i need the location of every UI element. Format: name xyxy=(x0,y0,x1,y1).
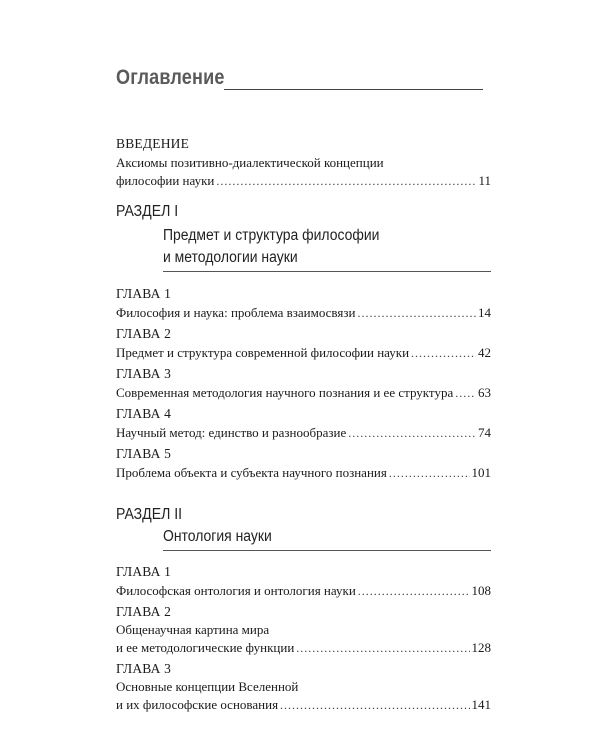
chapter-title-line1: Основные концепции Вселенной xyxy=(116,679,299,694)
dot-leader xyxy=(296,641,469,656)
chapter-title: Современная методология научного познания и ее структура xyxy=(116,385,454,400)
chapter-label: ГЛАВА 1 xyxy=(116,564,172,579)
page-number: 11 xyxy=(478,173,491,188)
dot-leader xyxy=(411,346,476,361)
intro-title-line1: Аксиомы позитивно-диалектической концепции xyxy=(116,155,384,170)
section-2-underline xyxy=(163,550,491,551)
page-number: 74 xyxy=(478,425,491,440)
toc-entry-s1-ch3[interactable] xyxy=(116,385,491,401)
section-1-label: РАЗДЕЛ I xyxy=(116,203,179,220)
dot-leader xyxy=(216,174,476,189)
section-1-title-line2: и методологии науки xyxy=(163,249,298,266)
chapter-label: ГЛАВА 3 xyxy=(116,661,172,676)
section-2-title: Онтология науки xyxy=(163,528,272,545)
dot-leader xyxy=(357,306,476,321)
page-title: Оглавление xyxy=(116,66,225,89)
page-number: 14 xyxy=(478,305,491,320)
section-2-label: РАЗДЕЛ II xyxy=(116,506,183,523)
dot-leader xyxy=(348,426,476,441)
page-number: 108 xyxy=(471,583,491,598)
chapter-title: Философия и наука: проблема взаимосвязи xyxy=(116,305,356,320)
toc-entry-s2-ch3[interactable] xyxy=(116,697,491,713)
toc-entry-s1-ch4[interactable] xyxy=(116,425,491,441)
chapter-title: Предмет и структура современной философии науки xyxy=(116,345,410,360)
page-number: 63 xyxy=(478,385,491,400)
dot-leader xyxy=(358,584,470,599)
chapter-label: ГЛАВА 3 xyxy=(116,366,172,381)
chapter-title: Философская онтология и онтология науки xyxy=(116,583,356,598)
chapter-title: Научный метод: единство и разнообразие xyxy=(116,425,347,440)
toc-entry-intro[interactable] xyxy=(116,173,491,189)
toc-entry-s1-ch2[interactable] xyxy=(116,345,491,361)
toc-entry-s1-ch5[interactable] xyxy=(116,465,491,481)
chapter-label: ГЛАВА 5 xyxy=(116,446,172,461)
chapter-title: и ее методологические функции xyxy=(116,640,295,655)
toc-entry-s2-ch2[interactable] xyxy=(116,640,491,656)
chapter-label: ГЛАВА 2 xyxy=(116,604,172,619)
chapter-label: ГЛАВА 2 xyxy=(116,326,172,341)
dot-leader xyxy=(280,698,469,713)
page-number: 141 xyxy=(471,697,491,712)
toc-entry-s1-ch1[interactable] xyxy=(116,305,491,321)
dot-leader xyxy=(455,386,476,401)
chapter-title: Проблема объекта и субъекта научного познания xyxy=(116,465,387,480)
chapter-title-line1: Общенаучная картина мира xyxy=(116,622,270,637)
title-underline xyxy=(224,89,483,90)
intro-label: ВВЕДЕНИЕ xyxy=(116,136,190,151)
chapter-title: и их философские основания xyxy=(116,697,279,712)
page-number: 128 xyxy=(471,640,491,655)
page-number: 101 xyxy=(471,465,491,480)
page-number: 42 xyxy=(478,345,491,360)
section-1-title-line1: Предмет и структура философии xyxy=(163,227,380,244)
chapter-label: ГЛАВА 4 xyxy=(116,406,172,421)
toc-entry-s2-ch1[interactable] xyxy=(116,583,491,599)
dot-leader xyxy=(389,466,470,481)
section-1-underline xyxy=(163,271,491,272)
intro-title-line2: философии науки xyxy=(116,173,215,188)
chapter-label: ГЛАВА 1 xyxy=(116,286,172,301)
